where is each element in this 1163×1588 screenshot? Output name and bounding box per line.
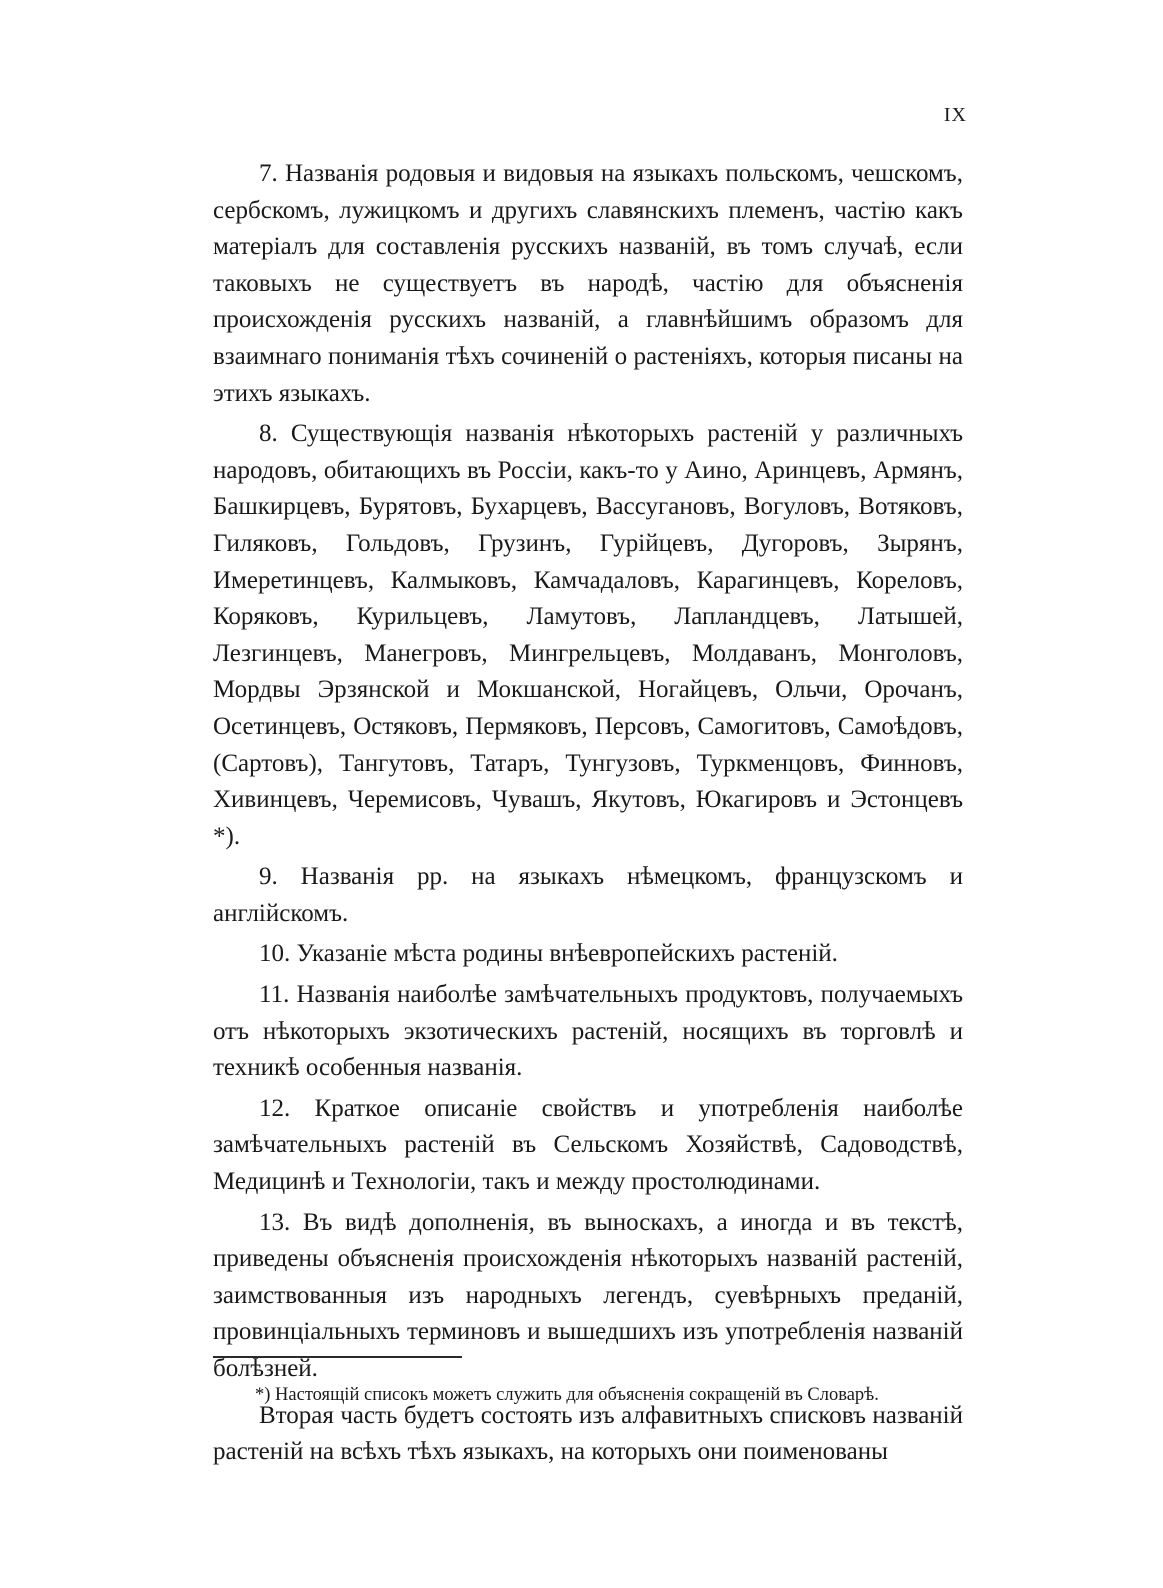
paragraph-item-13: 13. Въ видѣ дополненія, въ выноскахъ, а иногда и въ текстѣ, приведены объясненія происхожденія нѣкоторыхъ названій растеній, заимствованныя изъ народныхъ легендъ, суевѣрныхъ преданій, провинціальныхъ терминовъ и вышедшихъ изъ употребленія названій болѣзней. — [213, 1208, 963, 1382]
paragraph-item-10: 10. Указаніе мѣста родины внѣевропейскихъ растеній. — [259, 940, 838, 968]
paragraph-item-12: 12. Краткое описаніе свойствъ и употребленія наиболѣе замѣчательныхъ растеній въ Сельскомъ Хозяйствѣ, Садоводствѣ, Медицинѣ и Технологіи, такъ и между простолюдинами. — [213, 1094, 963, 1196]
paragraph-item-11: 11. Названія наиболѣе замѣчательныхъ продуктовъ, получаемыхъ отъ нѣкоторыхъ экзотическихъ растеній, носящихъ въ торговлѣ и техникѣ особенныя названія. — [213, 981, 963, 1082]
main-text — [213, 156, 963, 1475]
paragraph-item-9: 9. Названія рр. на языкахъ нѣмецкомъ, французскомъ и англійскомъ. — [213, 863, 963, 927]
page-number: IX — [943, 104, 967, 126]
paragraph-item-8: 8. Существующія названія нѣкоторыхъ растеній у различныхъ народовъ, обитающихъ въ Россіи, какъ-то у Аино, Аринцевъ, Армянъ, Башкирцевъ, Бурятовъ, Бухарцевъ, Вассугановъ, Вогуловъ, Вотяковъ, Гиляковъ, Гольдовъ, Грузинъ, Гурійцевъ, Дугоровъ, Зырянъ, Имеретинцевъ, Калмыковъ, Камчадаловъ, Карагинцевъ, Кореловъ, Коряковъ, Курильцевъ, Ламутовъ, Лапландцевъ, Латышей, Лезгинцевъ, Манегровъ, Мингрельцевъ, Молдаванъ, Монголовъ, Мордвы Эрзянской и Мокшанской, Ногайцевъ, Ольчи, Орочанъ, Осетинцевъ, Остяковъ, Пермяковъ, Персовъ, Самогитовъ, Самоѣдовъ, (Сартовъ), Тангутовъ, Татаръ, Тунгузовъ, Туркменцовъ, Финновъ, Хивинцевъ, Черемисовъ, Чувашъ, Якутовъ, Юкагировъ и Эстонцевъ *). — [213, 420, 963, 850]
paragraph-item-7: 7. Названія родовыя и видовыя на языкахъ польскомъ, чешскомъ, сербскомъ, лужицкомъ и другихъ славянскихъ племенъ, частію какъ матеріалъ для составленія русскихъ названій, въ томъ случаѣ, если таковыхъ не существуетъ въ народѣ, частію для объясненія происхожденія русскихъ названій, а главнѣйшимъ образомъ для взаимнаго пониманія тѣхъ сочиненій о растеніяхъ, которыя писаны на этихъ языкахъ. — [213, 160, 963, 407]
footnote: *) Настоящій списокъ можетъ служить для объясненія сокращеній въ Словарѣ. — [255, 1385, 879, 1405]
footnote-divider — [213, 1356, 462, 1358]
paragraph-second-part: Вторая часть будетъ состоять изъ алфавитныхъ списковъ названій растеній на всѣхъ тѣхъ языкахъ, на которыхъ они поименованы — [213, 1401, 963, 1466]
